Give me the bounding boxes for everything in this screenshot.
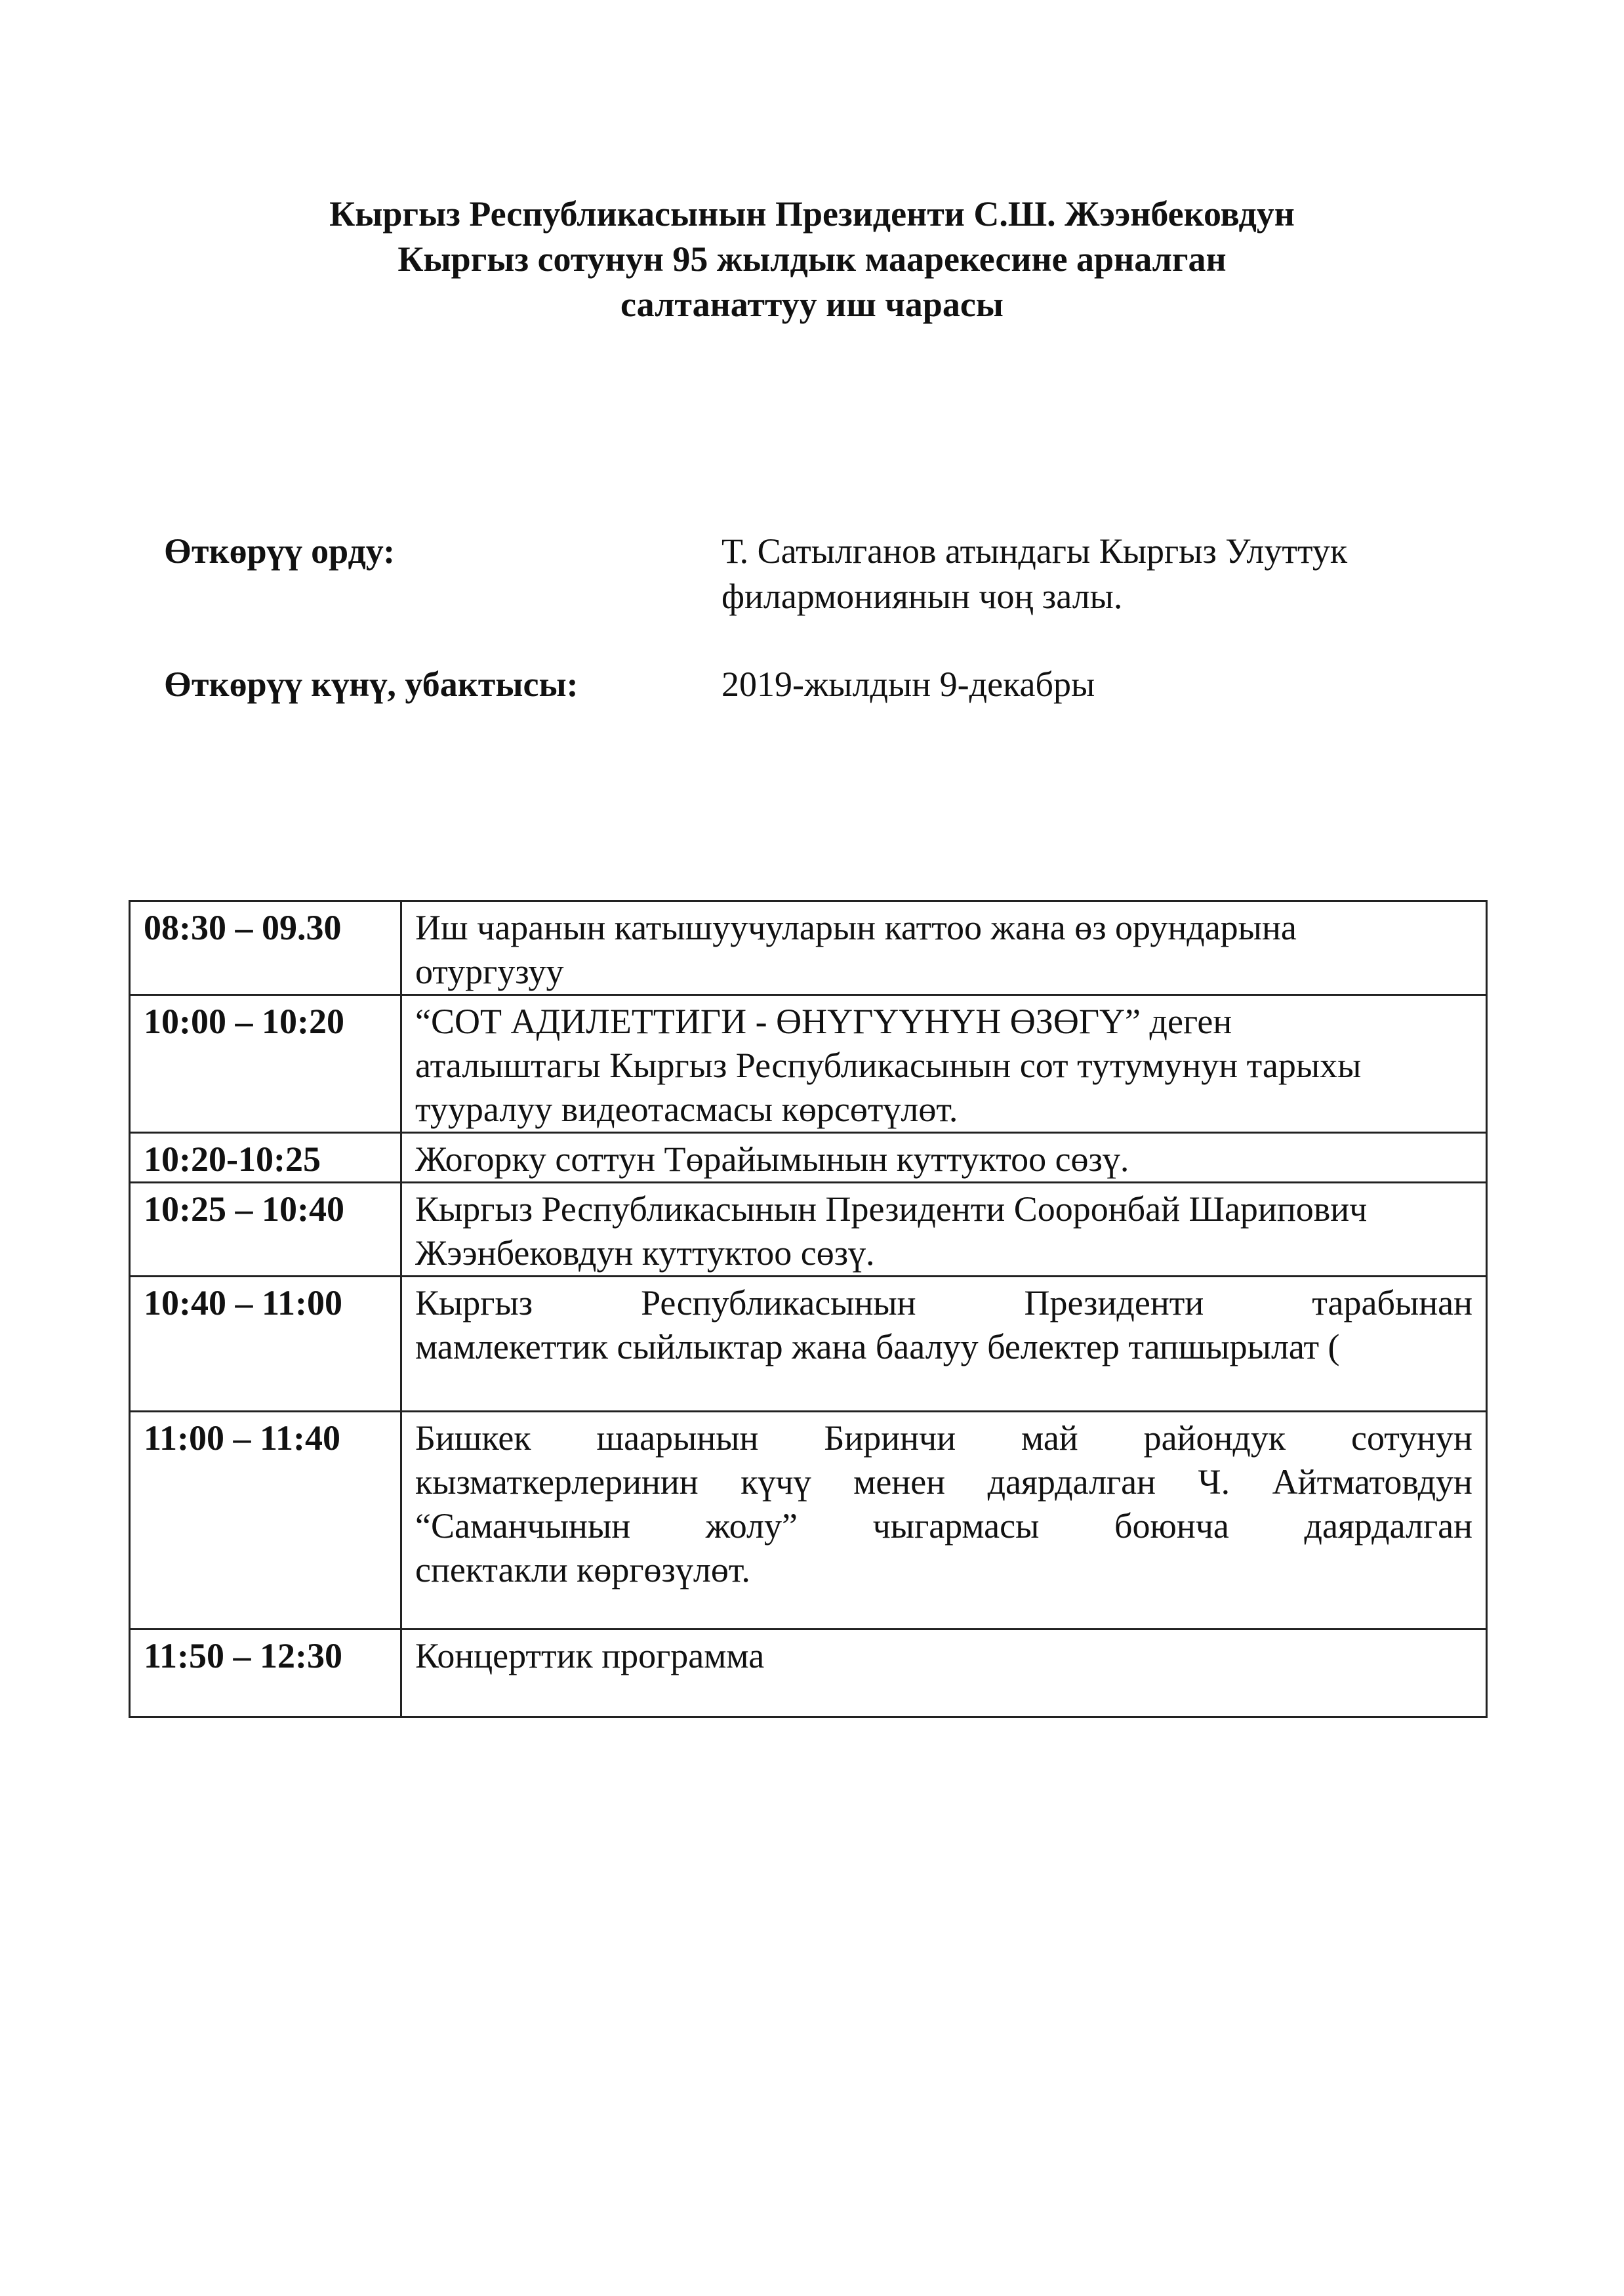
description-word: менен xyxy=(853,1462,946,1502)
venue-value-line-2: филармониянын чоң залы. xyxy=(721,577,1123,616)
description-word: “Саманчынын xyxy=(415,1506,631,1546)
description-line: Жээнбековдун куттуктоо сөзү. xyxy=(415,1233,875,1273)
schedule-table xyxy=(129,900,1488,1718)
schedule-time: 11:00 – 11:40 xyxy=(130,1412,401,1630)
description-line: тууралуу видеотасмасы көрсөтүлөт. xyxy=(415,1090,958,1129)
schedule-time: 10:25 – 10:40 xyxy=(130,1183,401,1277)
title-line-3: салтанаттуу иш чарасы xyxy=(620,285,1004,324)
schedule-row xyxy=(130,1630,1487,1717)
description-line xyxy=(415,1281,1472,1325)
description-line: “СОТ АДИЛЕТТИГИ - ӨНҮГҮҮНҮН ӨЗӨГҮ” деген xyxy=(415,1002,1232,1041)
description-line: Иш чаранын катышуучуларын каттоо жана өз орундарына xyxy=(415,908,1297,947)
description-word: Кыргыз xyxy=(415,1283,533,1322)
schedule-row xyxy=(130,1183,1487,1277)
description-line: отургузуу xyxy=(415,952,564,991)
description-word: чыгармасы xyxy=(872,1506,1040,1546)
schedule-description xyxy=(401,1183,1487,1277)
description-line: аталыштагы Кыргыз Республикасынын сот тутумунун тарыхы xyxy=(415,1046,1362,1085)
description-word: Ч. xyxy=(1198,1462,1230,1502)
schedule-description xyxy=(401,1412,1487,1630)
description-word: күчү xyxy=(741,1462,811,1502)
schedule-row xyxy=(130,1277,1487,1412)
description-word: Президенти xyxy=(1024,1283,1204,1322)
description-word: тарабынан xyxy=(1312,1283,1472,1322)
document-title xyxy=(0,192,1624,327)
description-line: Жогорку соттун Төрайымынын куттуктоо сөзү. xyxy=(415,1139,1129,1179)
description-line: мамлекеттик сыйлыктар жана баалуу белектер тапшырылат ( xyxy=(415,1327,1340,1366)
description-word: Айтматовдун xyxy=(1272,1462,1472,1502)
description-word: май xyxy=(1021,1418,1078,1458)
schedule-time: 08:30 – 09.30 xyxy=(130,901,401,995)
description-word: Биринчи xyxy=(824,1418,956,1458)
description-word: сотунун xyxy=(1351,1418,1472,1458)
venue-value-line-1: Т. Сатылганов атындагы Кыргыз Улуттук xyxy=(721,531,1348,571)
schedule-description xyxy=(401,995,1487,1133)
description-word: шаарынын xyxy=(596,1418,759,1458)
schedule-time: 10:20-10:25 xyxy=(130,1133,401,1183)
title-line-1: Кыргыз Республикасынын Президенти С.Ш. Жээнбековдун xyxy=(329,194,1295,234)
schedule-description xyxy=(401,901,1487,995)
description-line xyxy=(415,1460,1472,1504)
description-line xyxy=(415,1504,1472,1548)
schedule-time: 10:40 – 11:00 xyxy=(130,1277,401,1412)
datetime-value: 2019-жылдын 9-декабры xyxy=(721,665,1095,704)
description-word: Бишкек xyxy=(415,1418,531,1458)
schedule-time: 11:50 – 12:30 xyxy=(130,1630,401,1717)
venue-value xyxy=(721,529,1482,619)
schedule-description xyxy=(401,1630,1487,1717)
description-word: жолу” xyxy=(705,1506,798,1546)
schedule-description xyxy=(401,1277,1487,1412)
schedule-time: 10:00 – 10:20 xyxy=(130,995,401,1133)
datetime-label: Өткөрүү күнү, убактысы: xyxy=(164,665,579,704)
title-line-2: Кыргыз сотунун 95 жылдык маарекесине арналган xyxy=(397,239,1227,279)
description-word: райондук xyxy=(1143,1418,1286,1458)
venue-label: Өткөрүү орду: xyxy=(164,531,396,571)
schedule-row xyxy=(130,1133,1487,1183)
schedule-description xyxy=(401,1133,1487,1183)
description-word: даярдалган xyxy=(1304,1506,1472,1546)
description-line: Кыргыз Республикасынын Президенти Сооронбай Шарипович xyxy=(415,1189,1368,1229)
description-word: Республикасынын xyxy=(641,1283,916,1322)
schedule-row xyxy=(130,995,1487,1133)
description-line: спектакли көргөзүлөт. xyxy=(415,1550,750,1589)
schedule-row xyxy=(130,901,1487,995)
description-word: даярдалган xyxy=(987,1462,1156,1502)
schedule-row xyxy=(130,1412,1487,1630)
description-word: кызматкерлеринин xyxy=(415,1462,699,1502)
description-line xyxy=(415,1416,1472,1460)
description-word: боюнча xyxy=(1114,1506,1229,1546)
description-line: Концерттик программа xyxy=(415,1636,765,1675)
